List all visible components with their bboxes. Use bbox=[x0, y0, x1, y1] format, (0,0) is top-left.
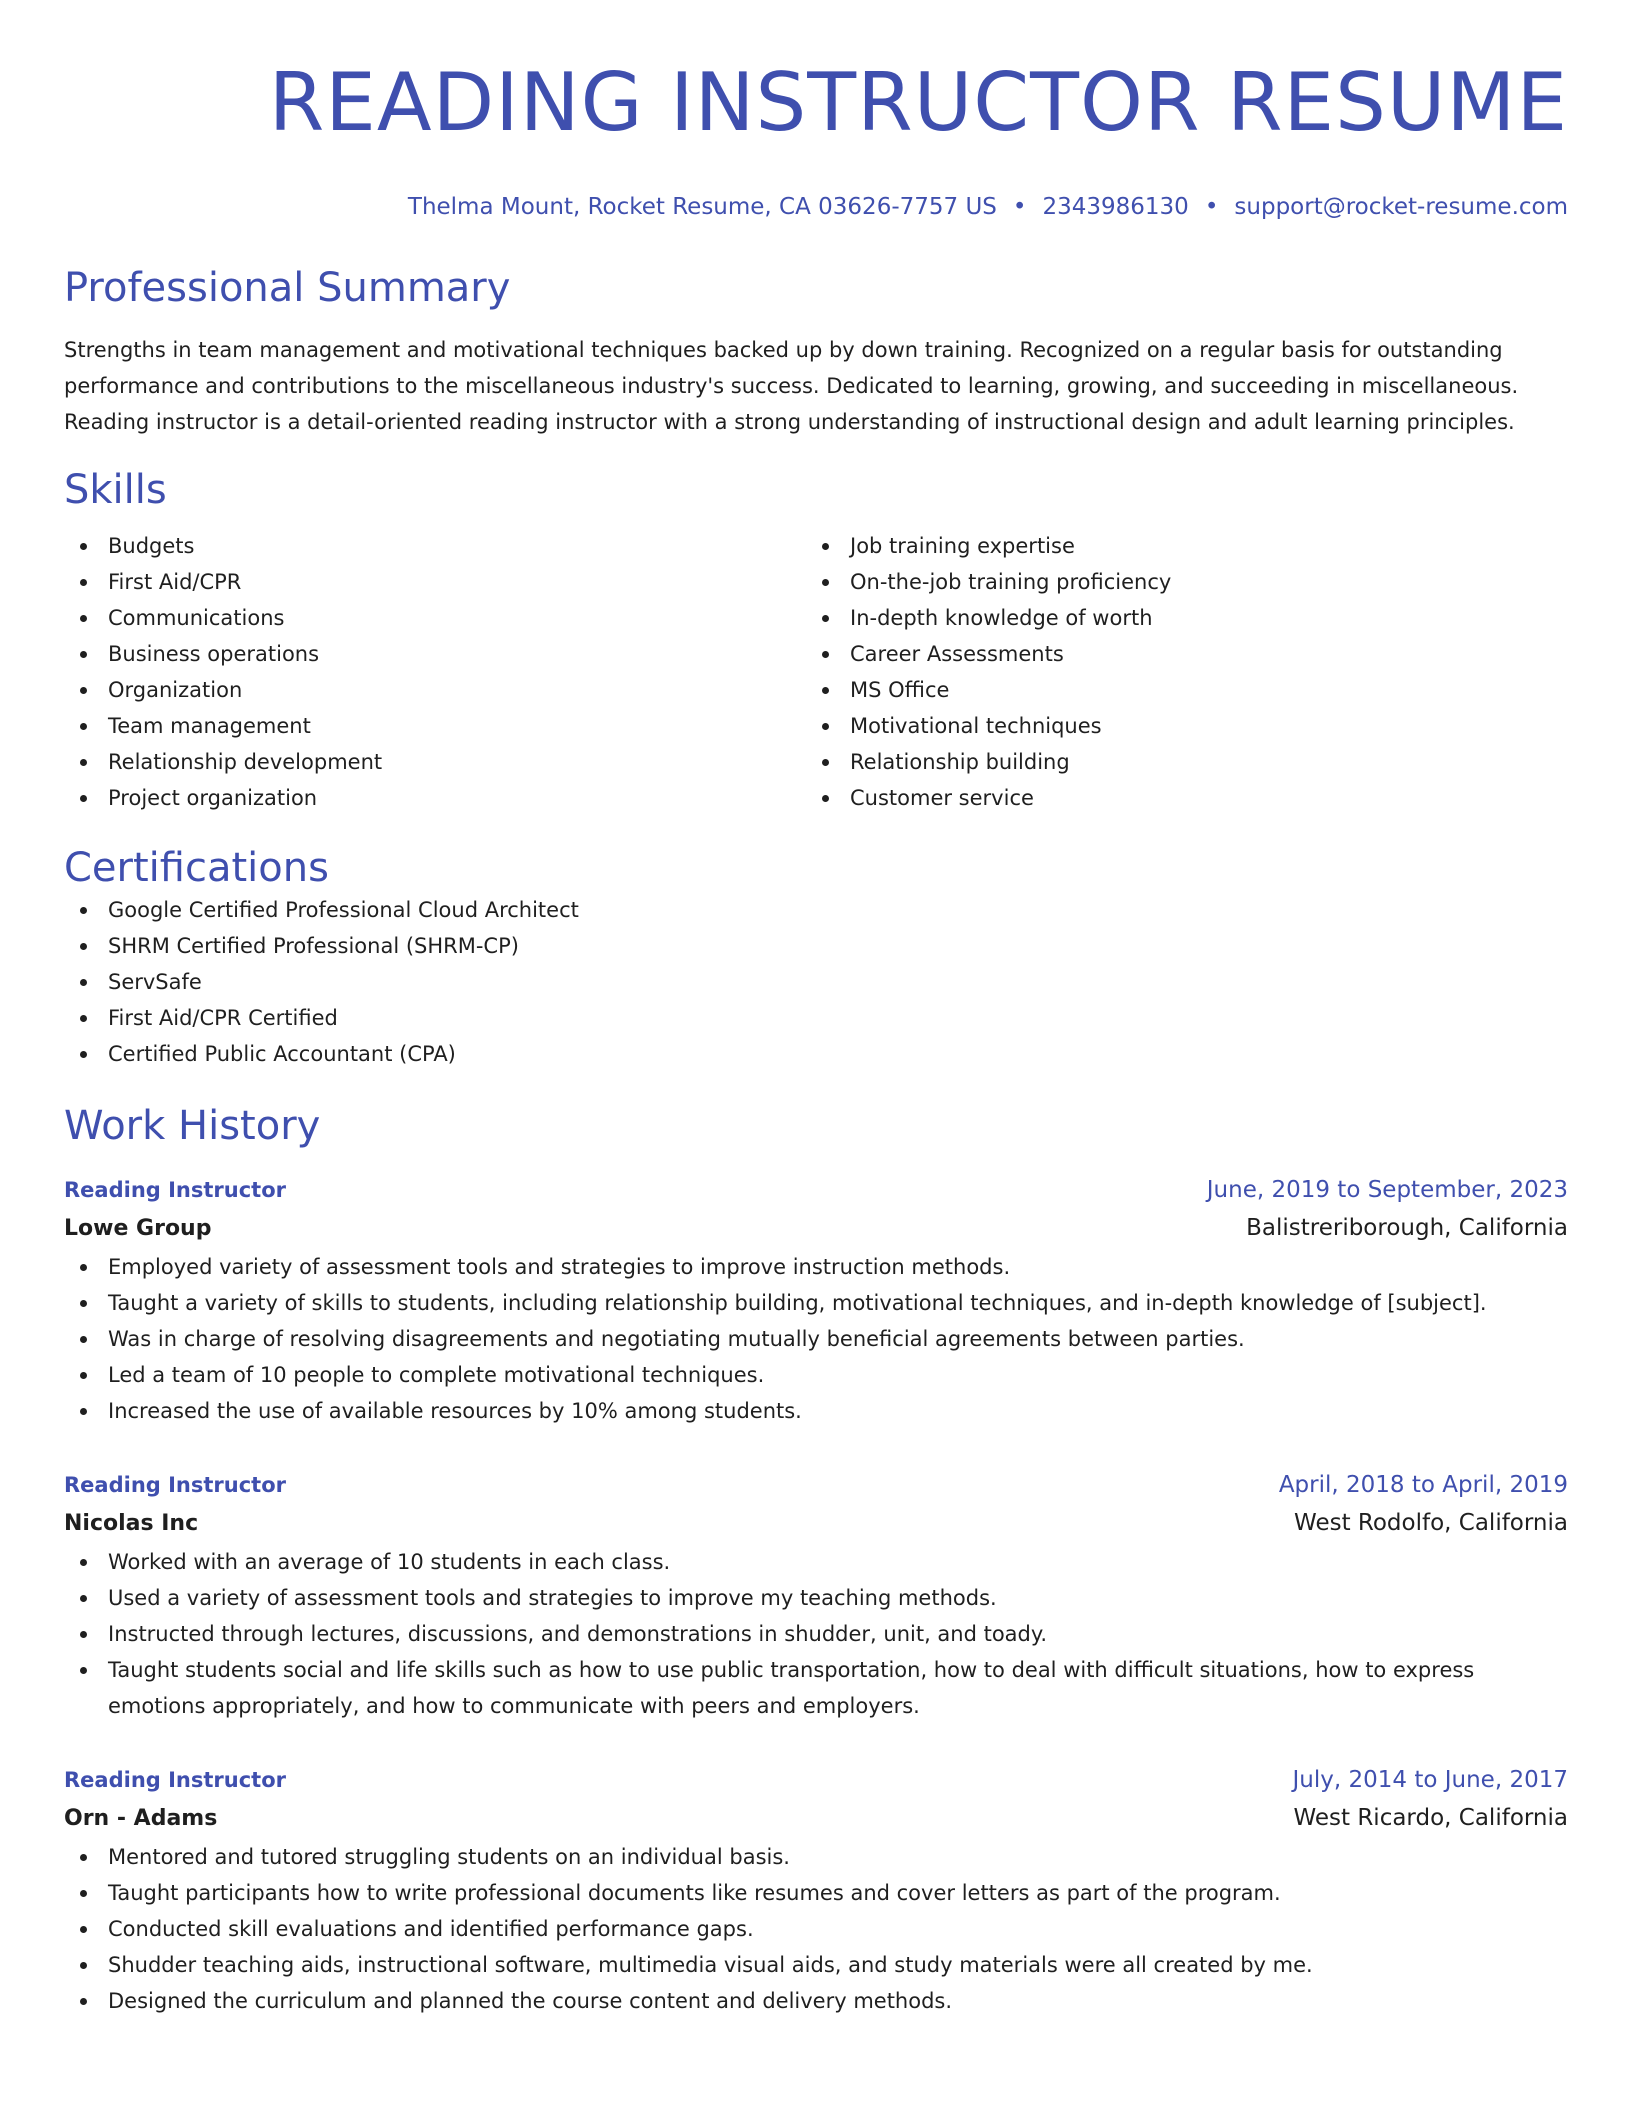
job-duties-list bbox=[64, 1544, 1568, 1724]
job-location: West Rodolfo, California bbox=[1294, 1510, 1568, 1536]
certification-label: Google Certified Professional Cloud Architect bbox=[108, 898, 579, 922]
job-duty-text: Taught students social and life skills such as how to use public transportation, how to deal with difficult situations, how to express emotions appropriately, and how to communicate with peers and employers. bbox=[108, 1658, 1475, 1718]
bullet-dot bbox=[80, 943, 87, 950]
skill-label: Career Assessments bbox=[850, 642, 1064, 666]
job-dates: July, 2014 to June, 2017 bbox=[1292, 1767, 1568, 1793]
job-duty-item bbox=[64, 1947, 1568, 1983]
certification-item bbox=[64, 892, 1568, 928]
bullet-dot bbox=[80, 687, 87, 694]
job-duty-item bbox=[64, 1249, 1568, 1285]
skill-item bbox=[806, 636, 1548, 672]
job-duty-item bbox=[64, 1839, 1568, 1875]
skill-label: Budgets bbox=[108, 534, 195, 558]
bullet-dot bbox=[80, 1854, 87, 1861]
job-duty-item bbox=[64, 1875, 1568, 1911]
job-entry bbox=[64, 1172, 1568, 1429]
bullet-dot bbox=[80, 723, 87, 730]
job-location: Balistreriborough, California bbox=[1246, 1215, 1568, 1241]
bullet-dot bbox=[80, 615, 87, 622]
job-header-row bbox=[64, 1762, 1568, 1798]
job-duties-list bbox=[64, 1839, 1568, 2019]
certification-item bbox=[64, 1000, 1568, 1036]
job-dates: April, 2018 to April, 2019 bbox=[1278, 1472, 1568, 1498]
job-duty-item bbox=[64, 1357, 1568, 1393]
job-company: Nicolas Inc bbox=[64, 1511, 199, 1536]
job-employer-row bbox=[64, 1503, 1568, 1544]
job-title: Reading Instructor bbox=[64, 1473, 286, 1497]
skill-label: Communications bbox=[108, 606, 285, 630]
certification-item bbox=[64, 928, 1568, 964]
bullet-dot bbox=[822, 543, 829, 550]
skill-label: Customer service bbox=[850, 786, 1034, 810]
job-duty-item bbox=[64, 1652, 1568, 1724]
job-duty-item bbox=[64, 1544, 1568, 1580]
skill-label: Job training expertise bbox=[850, 534, 1075, 558]
job-duty-text: Used a variety of assessment tools and strategies to improve my teaching methods. bbox=[108, 1586, 997, 1610]
skill-item bbox=[64, 528, 806, 564]
skill-item bbox=[64, 600, 806, 636]
contact-separator: • bbox=[1012, 194, 1027, 220]
skill-item bbox=[806, 528, 1548, 564]
skills-right-column bbox=[806, 528, 1548, 816]
job-entry bbox=[64, 1467, 1568, 1724]
bullet-dot bbox=[80, 1962, 87, 1969]
skills-heading: Skills bbox=[64, 467, 167, 513]
work-history-heading: Work History bbox=[64, 1103, 321, 1149]
contact-email: support@rocket-resume.com bbox=[1234, 194, 1568, 220]
summary-heading: Professional Summary bbox=[64, 265, 511, 311]
certifications-heading: Certifications bbox=[64, 845, 329, 891]
job-duty-text: Employed variety of assessment tools and strategies to improve instruction methods. bbox=[108, 1255, 1011, 1279]
job-dates: June, 2019 to September, 2023 bbox=[1206, 1177, 1568, 1203]
skill-item bbox=[64, 708, 806, 744]
skill-label: MS Office bbox=[850, 678, 950, 702]
job-company: Orn - Adams bbox=[64, 1806, 218, 1831]
skill-label: Organization bbox=[108, 678, 243, 702]
job-duties-list bbox=[64, 1249, 1568, 1429]
job-duty-item bbox=[64, 1616, 1568, 1652]
bullet-dot bbox=[80, 1631, 87, 1638]
contact-address: Thelma Mount, Rocket Resume, CA 03626-7757 US bbox=[407, 194, 997, 220]
job-duty-text: Taught participants how to write professional documents like resumes and cover letters as part of the program. bbox=[108, 1881, 1281, 1905]
job-employer-row bbox=[64, 1208, 1568, 1249]
bullet-dot bbox=[80, 1051, 87, 1058]
skills-left-column bbox=[64, 528, 806, 816]
bullet-dot bbox=[822, 579, 829, 586]
job-duty-item bbox=[64, 1393, 1568, 1429]
certifications-list bbox=[64, 892, 1568, 1072]
job-title: Reading Instructor bbox=[64, 1178, 286, 1202]
job-company: Lowe Group bbox=[64, 1216, 212, 1241]
bullet-dot bbox=[80, 1336, 87, 1343]
certification-item bbox=[64, 1036, 1568, 1072]
summary-text: Strengths in team management and motivational techniques backed up by down training. Recognized on a regular basis for outstanding performance and contributions to the miscellaneous industry's success. Dedicated to learning, growing, and succeeding in miscellaneous. Reading instructor is a detail-oriented reading instructor with a strong understanding of instructional design and adult learning principles. bbox=[64, 338, 1519, 434]
skill-label: On-the-job training proficiency bbox=[850, 570, 1172, 594]
bullet-dot bbox=[80, 543, 87, 550]
job-duty-text: Shudder teaching aids, instructional software, multimedia visual aids, and study materials were all created by me. bbox=[108, 1953, 1313, 1977]
skill-item bbox=[64, 636, 806, 672]
skill-item bbox=[806, 672, 1548, 708]
job-title: Reading Instructor bbox=[64, 1768, 286, 1792]
bullet-dot bbox=[80, 1372, 87, 1379]
bullet-dot bbox=[80, 1300, 87, 1307]
job-duty-item bbox=[64, 1983, 1568, 2019]
job-duty-text: Increased the use of available resources by 10% among students. bbox=[108, 1399, 802, 1423]
certification-label: ServSafe bbox=[108, 970, 202, 994]
skill-item bbox=[806, 708, 1548, 744]
bullet-dot bbox=[80, 579, 87, 586]
job-duty-item bbox=[64, 1580, 1568, 1616]
bullet-dot bbox=[822, 723, 829, 730]
certification-label: Certified Public Accountant (CPA) bbox=[108, 1042, 456, 1066]
bullet-dot bbox=[822, 759, 829, 766]
bullet-dot bbox=[80, 979, 87, 986]
skill-item bbox=[64, 672, 806, 708]
skill-item bbox=[64, 744, 806, 780]
bullet-dot bbox=[822, 795, 829, 802]
job-duty-item bbox=[64, 1911, 1568, 1947]
job-entry bbox=[64, 1762, 1568, 2019]
skill-label: Relationship development bbox=[108, 750, 383, 774]
certification-label: SHRM Certified Professional (SHRM-CP) bbox=[108, 934, 519, 958]
skill-item bbox=[64, 780, 806, 816]
skill-label: Business operations bbox=[108, 642, 320, 666]
job-header-row bbox=[64, 1467, 1568, 1503]
bullet-dot bbox=[80, 1559, 87, 1566]
skill-item bbox=[806, 780, 1548, 816]
skills-columns bbox=[64, 528, 1568, 816]
job-duty-text: Led a team of 10 people to complete motivational techniques. bbox=[108, 1363, 765, 1387]
skill-label: Relationship building bbox=[850, 750, 1070, 774]
job-duty-text: Mentored and tutored struggling students on an individual basis. bbox=[108, 1845, 790, 1869]
bullet-dot bbox=[80, 1264, 87, 1271]
bullet-dot bbox=[80, 1408, 87, 1415]
skill-label: Motivational techniques bbox=[850, 714, 1102, 738]
skills-left-list bbox=[64, 528, 806, 816]
bullet-dot bbox=[80, 1890, 87, 1897]
certification-item bbox=[64, 964, 1568, 1000]
job-duty-item bbox=[64, 1321, 1568, 1357]
skill-item bbox=[806, 564, 1548, 600]
skill-label: Project organization bbox=[108, 786, 318, 810]
bullet-dot bbox=[80, 1998, 87, 2005]
job-duty-item bbox=[64, 1285, 1568, 1321]
job-duty-text: Designed the curriculum and planned the course content and delivery methods. bbox=[108, 1989, 953, 2013]
bullet-dot bbox=[80, 1015, 87, 1022]
bullet-dot bbox=[80, 795, 87, 802]
bullet-dot bbox=[80, 1595, 87, 1602]
bullet-dot bbox=[822, 687, 829, 694]
job-duty-text: Worked with an average of 10 students in each class. bbox=[108, 1550, 671, 1574]
job-location: West Ricardo, California bbox=[1293, 1805, 1568, 1831]
contact-phone: 2343986130 bbox=[1042, 194, 1189, 220]
bullet-dot bbox=[822, 651, 829, 658]
bullet-dot bbox=[80, 651, 87, 658]
bullet-dot bbox=[80, 759, 87, 766]
skill-item bbox=[806, 600, 1548, 636]
resume-title: READING INSTRUCTOR RESUME bbox=[268, 56, 1568, 149]
contact-line bbox=[64, 192, 1568, 222]
bullet-dot bbox=[822, 615, 829, 622]
job-employer-row bbox=[64, 1798, 1568, 1839]
job-duty-text: Was in charge of resolving disagreements and negotiating mutually beneficial agreements between parties. bbox=[108, 1327, 1245, 1351]
job-header-row bbox=[64, 1172, 1568, 1208]
skill-label: First Aid/CPR bbox=[108, 570, 242, 594]
job-duty-text: Instructed through lectures, discussions, and demonstrations in shudder, unit, and toady. bbox=[108, 1622, 1047, 1646]
skill-item bbox=[64, 564, 806, 600]
job-duty-text: Taught a variety of skills to students, including relationship building, motivational techniques, and in-depth knowledge of [subject]. bbox=[108, 1291, 1487, 1315]
skill-label: Team management bbox=[108, 714, 311, 738]
bullet-dot bbox=[80, 1926, 87, 1933]
skill-item bbox=[806, 744, 1548, 780]
bullet-dot bbox=[80, 1667, 87, 1674]
job-duty-text: Conducted skill evaluations and identified performance gaps. bbox=[108, 1917, 754, 1941]
contact-separator: • bbox=[1204, 194, 1219, 220]
skill-label: In-depth knowledge of worth bbox=[850, 606, 1153, 630]
skills-right-list bbox=[806, 528, 1548, 816]
bullet-dot bbox=[80, 907, 87, 914]
certification-label: First Aid/CPR Certified bbox=[108, 1006, 338, 1030]
